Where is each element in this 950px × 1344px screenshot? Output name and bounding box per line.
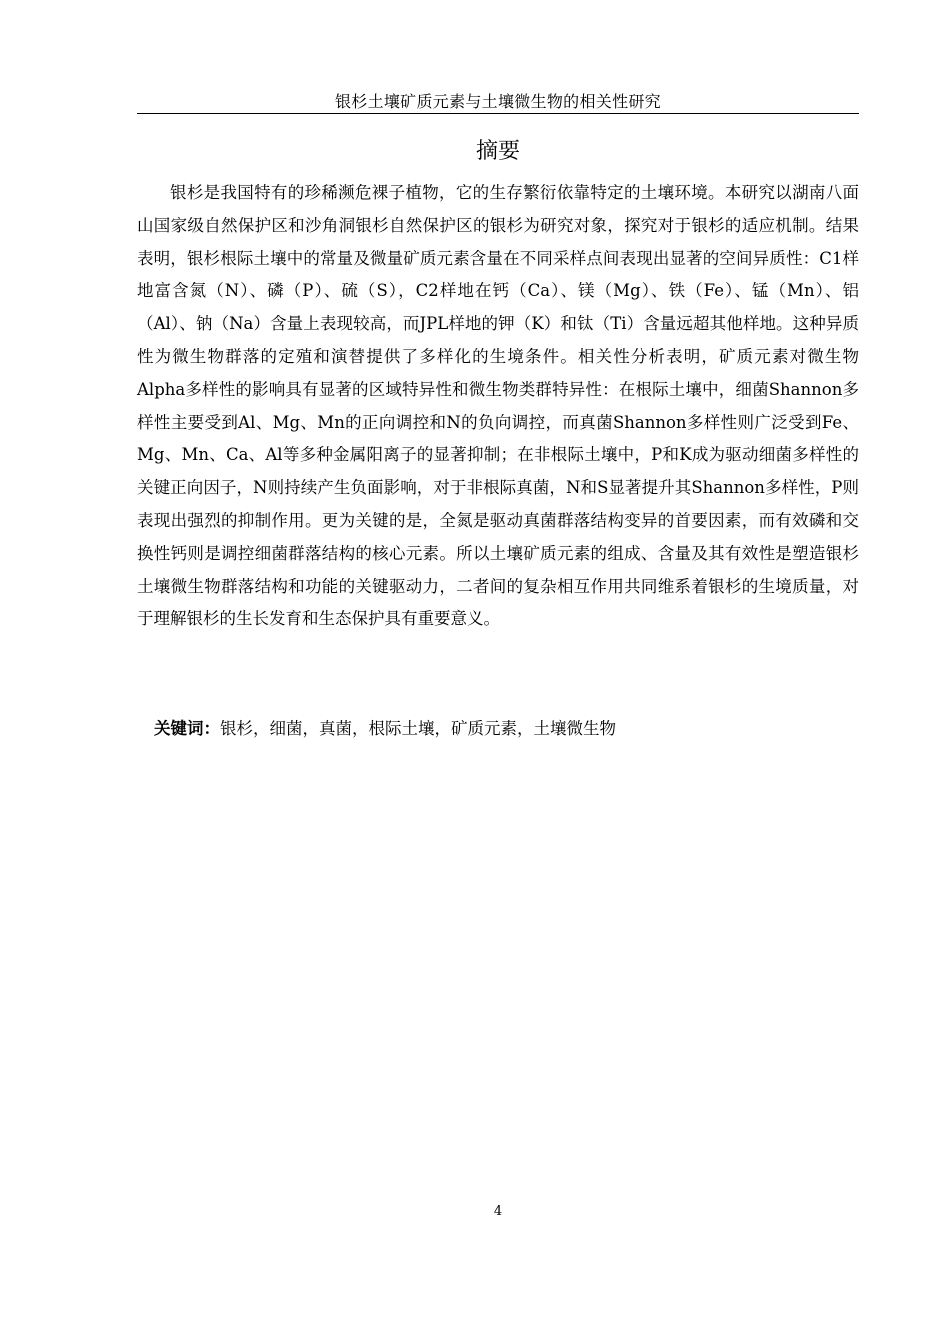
running-header: 银杉土壤矿质元素与土壤微生物的相关性研究: [334, 92, 661, 111]
keywords-line: [137, 713, 859, 745]
page-number: 4: [493, 1204, 503, 1219]
abstract-body: 银杉是我国特有的珍稀濒危裸子植物，它的生存繁衍依靠特定的土壤环境。本研究以湖南八面山国家级自然保护区和沙角洞银杉自然保护区的银杉为研究对象，探究对于银杉的适应机制。结果表明，银杉根际土壤中的常量及微量矿质元素含量在不同采样点间表现出显著的空间异质性：C1样地富含氮（N）、磷（P）、硫（S），C2样地在钙（Ca）、镁（Mg）、铁（Fe）、锰（Mn）、铝（Al）、钠（Na）含量上表现较高，而JPL样地的钾（K）和钛（Ti）含量远超其他样地。这种异质性为微生物群落的定殖和演替提供了多样化的生境条件。相关性分析表明，矿质元素对微生物Alpha多样性的影响具有显著的区域特异性和微生物类群特异性：在根际土壤中，细菌Shannon多样性主要受到Al、Mg、Mn的正向调控和N的负向调控，而真菌Shannon多样性则广泛受到Fe、Mg、Mn、Ca、Al等多种金属阳离子的显著抑制；在非根际土壤中，P和K成为驱动细菌多样性的关键正向因子，N则持续产生负面影响，对于非根际真菌，N和S显著提升其Shannon多样性，P则表现出强烈的抑制作用。更为关键的是，全氮是驱动真菌群落结构变异的首要因素，而有效磷和交换性钙则是调控细菌群落结构的核心元素。所以土壤矿质元素的组成、含量及其有效性是塑造银杉土壤微生物群落结构和功能的关键驱动力，二者间的复杂相互作用共同维系着银杉的生境质量，对于理解银杉的生长发育和生态保护具有重要意义。: [137, 183, 859, 629]
keywords-list: 银杉，细菌，真菌，根际土壤，矿质元素，土壤微生物: [220, 719, 616, 738]
keywords-label: 关键词：: [154, 719, 220, 738]
abstract-title: 摘要: [475, 139, 520, 164]
header-divider: [137, 113, 859, 114]
